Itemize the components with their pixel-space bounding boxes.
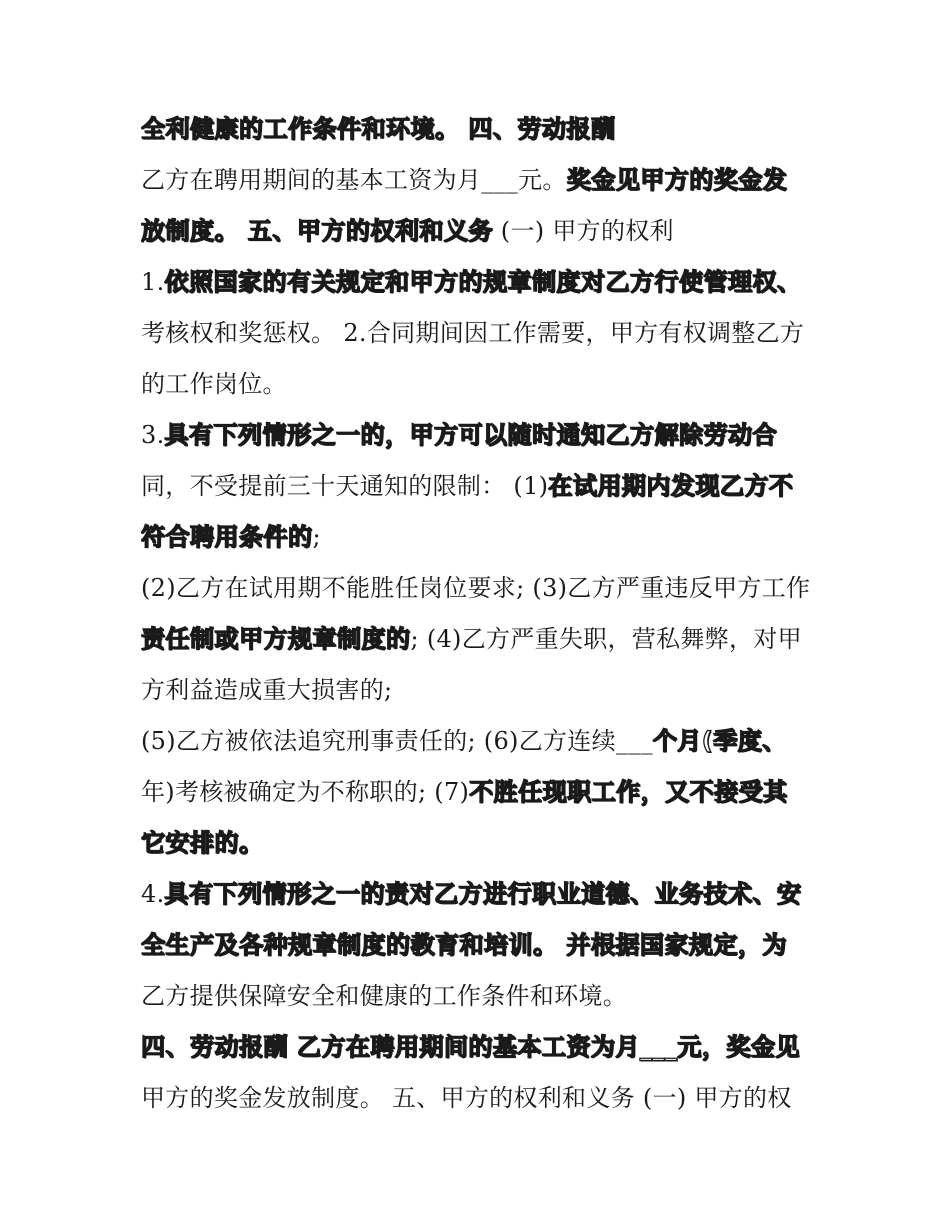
outlined-text-run: 责任制或甲方规章制度的 [141,625,411,653]
text-line [141,776,821,812]
text-line [141,623,821,659]
outlined-text-run: 它安排的。 [141,829,264,857]
text-line [141,827,821,863]
text-line [141,419,821,455]
outlined-text-run: 个月(季度、 [652,727,787,755]
outlined-text-run: 全生产及各种规章制度的教育和培训。 并根据国家规定，为 [141,931,787,959]
text-run: ; (4)乙方严重失职，营私舞弊，对甲 [410,625,802,653]
text-run: 1. [141,268,165,296]
outlined-text-run: 符合聘用条件的 [141,523,313,551]
text-run: 的工作岗位。 [141,370,287,398]
text-run: (5)乙方被依法追究刑事责任的; (6)乙方连续___ [141,727,653,755]
outlined-text-run: 全利健康的工作条件和环境。 四、劳动报酬 [141,115,616,143]
text-line [141,368,821,404]
text-line [141,113,821,149]
text-run: 方利益造成重大损害的; [141,676,393,704]
text-run: 甲方的奖金发放制度。 五、甲方的权利和义务 (一) 甲方的权 [141,1084,792,1112]
text-run: 考核权和奖惩权。 2.合同期间因工作需要，甲方有权调整乙方 [141,319,805,347]
text-run: (2)乙方在试用期不能胜任岗位要求; (3)乙方严重违反甲方工作 [141,574,811,602]
text-line [141,674,821,710]
outlined-text-run: 具有下列情形之一的，甲方可以随时通知乙方解除劳动合 [164,421,777,449]
text-line [141,1031,821,1067]
outlined-text-run: 不胜任现职工作，又不接受其 [469,778,788,806]
text-line [141,725,821,761]
outlined-text-run: 在试用期内发现乙方不 [548,472,794,500]
text-line [141,164,821,200]
text-run: 乙方提供保障安全和健康的工作条件和环境。 [141,982,627,1010]
text-line [141,980,821,1016]
outlined-text-run: 依照国家的有关规定和甲方的规章制度对乙方行使管理权、 [164,268,802,296]
text-line [141,266,821,302]
text-line [141,521,821,557]
text-line [141,878,821,914]
text-line [141,317,821,353]
outlined-text-run: 奖金见甲方的奖金发 [566,166,788,194]
outlined-text-run: 四、劳动报酬 乙方在聘用期间的基本工资为月___元，奖金见 [141,1033,800,1061]
text-run: (一) 甲方的权利 [492,217,674,245]
text-run: 4. [141,880,165,908]
text-run: 同，不受提前三十天通知的限制： (1) [141,472,549,500]
text-line [141,215,821,251]
outlined-text-run: 具有下列情形之一的责对乙方进行职业道德、业务技术、安 [164,880,802,908]
text-run: 3. [141,421,165,449]
text-run: 乙方在聘用期间的基本工资为月___元。 [141,166,567,194]
text-run: ; [312,523,321,551]
text-line [141,1082,821,1118]
text-line [141,929,821,965]
text-line [141,572,821,608]
outlined-text-run: 放制度。 五、甲方的权利和义务 [141,217,493,245]
text-run: 年)考核被确定为不称职的; (7) [141,778,470,806]
text-line [141,470,821,506]
